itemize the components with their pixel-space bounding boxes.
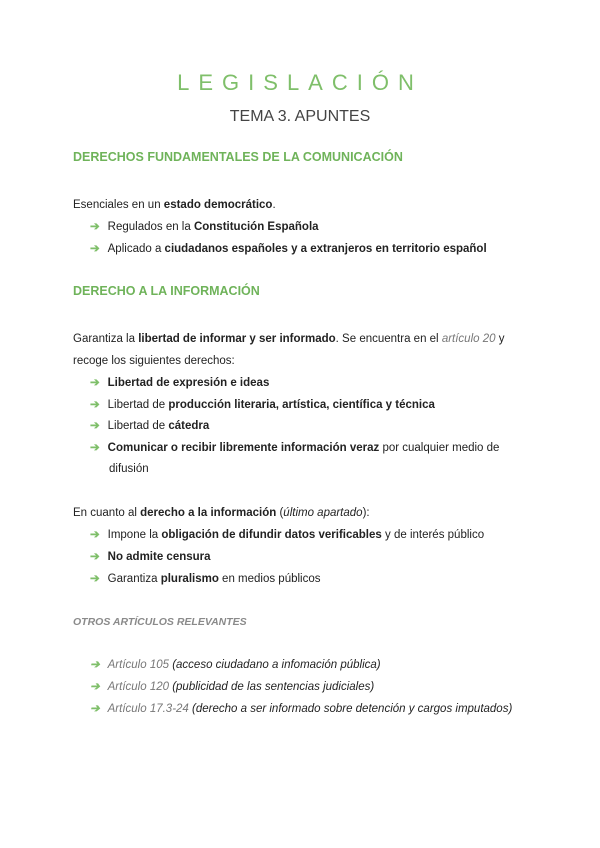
document-subtitle: TEMA 3. APUNTES (229, 108, 371, 125)
list-item: ➔ Artículo 17.3-24 (derecho a ser informado sobre detención y cargos imputados) (90, 703, 513, 715)
arrow-right-icon: ➔ (90, 377, 100, 389)
list-item: ➔ Garantiza pluralismo en medios públicos (90, 573, 321, 585)
section2-intro-line2: recoge los siguientes derechos: (73, 355, 235, 367)
arrow-right-icon: ➔ (90, 221, 100, 233)
list-item: ➔ Libertad de expresión e ideas (90, 377, 270, 389)
arrow-right-icon: ➔ (90, 703, 100, 715)
list-item: ➔ Libertad de producción literaria, artística, científica y técnica (90, 399, 435, 411)
arrow-right-icon: ➔ (90, 551, 100, 563)
info-paragraph: En cuanto al derecho a la información (último apartado): (73, 507, 370, 519)
section-heading-informacion: DERECHO A LA INFORMACIÓN (73, 284, 260, 298)
arrow-right-icon: ➔ (90, 420, 100, 432)
list-item: ➔ Artículo 105 (acceso ciudadano a infomación pública) (90, 659, 381, 671)
document-title: LEGISLACIÓN (177, 70, 423, 95)
list-item: ➔ Comunicar o recibir libremente información veraz por cualquier medio de (90, 442, 500, 454)
list-item: ➔ Libertad de cátedra (90, 420, 210, 432)
arrow-right-icon: ➔ (90, 573, 100, 585)
list-item: ➔ Impone la obligación de difundir datos verificables y de interés público (90, 529, 485, 541)
list-item: ➔ No admite censura (90, 551, 211, 563)
section-heading-otros-articulos: OTROS ARTÍCULOS RELEVANTES (73, 616, 247, 628)
arrow-right-icon: ➔ (90, 681, 100, 693)
section-heading-derechos: DERECHOS FUNDAMENTALES DE LA COMUNICACIÓN (73, 150, 403, 164)
list-item: ➔ Aplicado a ciudadanos españoles y a extranjeros en territorio español (90, 243, 487, 255)
list-item: ➔ Artículo 120 (publicidad de las sentencias judiciales) (90, 681, 375, 693)
list-item: ➔ Regulados en la Constitución Española (90, 221, 319, 233)
list-item-continuation: difusión (109, 463, 149, 475)
arrow-right-icon: ➔ (90, 399, 100, 411)
arrow-right-icon: ➔ (90, 529, 100, 541)
section1-intro: Esenciales en un estado democrático. (73, 199, 276, 211)
arrow-right-icon: ➔ (90, 442, 100, 454)
section2-intro: Garantiza la libertad de informar y ser informado. Se encuentra en el artículo 20 y (73, 333, 505, 345)
arrow-right-icon: ➔ (90, 659, 100, 671)
arrow-right-icon: ➔ (90, 243, 100, 255)
